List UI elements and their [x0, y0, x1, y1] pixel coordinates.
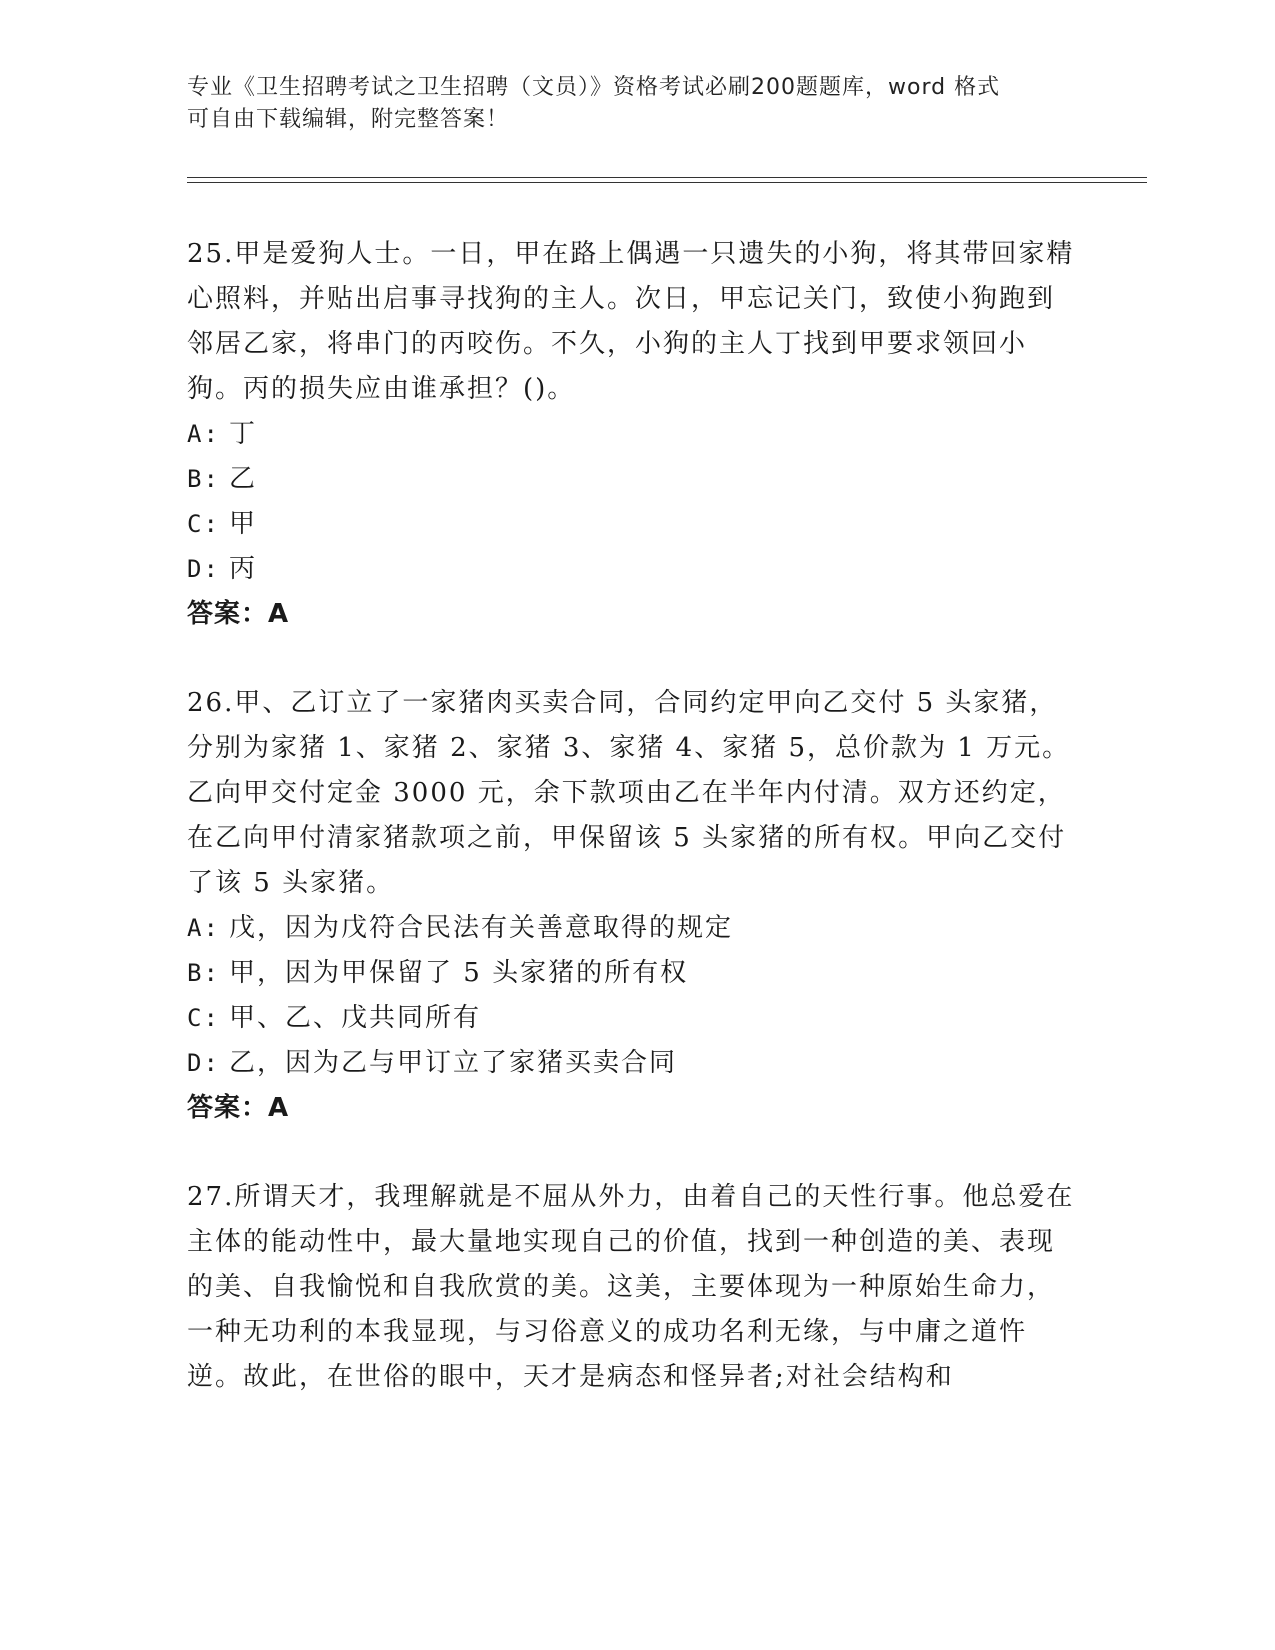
option-text: 戊，因为戊符合民法有关善意取得的规定 [229, 913, 734, 943]
header-line-2: 可自由下载编辑，附完整答案！ [187, 107, 510, 132]
option-d [187, 547, 1077, 592]
option-letter: C: [187, 510, 220, 538]
option-b [187, 457, 1077, 502]
question-stem: 27.所谓天才，我理解就是不屈从外力，由着自己的天性行事。他总爱在主体的能动性中，最大量地实现自己的价值，找到一种创造的美、表现的美、自我愉悦和自我欣赏的美。这美，主要体现为一种原始生命力，一种无功利的本我显现，与习俗意义的成功名利无缘，与中庸之道忤逆。故此，在世俗的眼中，天才是病态和怪异者;对社会结构和 [187, 1182, 1075, 1392]
option-text: 乙 [229, 464, 258, 494]
option-text: 丁 [229, 419, 258, 449]
option-text: 甲、乙、戊共同所有 [229, 1003, 482, 1033]
option-text: 丙 [229, 554, 258, 584]
question-27 [187, 1175, 1077, 1400]
option-d [187, 1041, 1077, 1086]
option-c [187, 502, 1077, 547]
question-list [187, 232, 1077, 1444]
document-header [187, 72, 1087, 136]
header-line-1: 专业《卫生招聘考试之卫生招聘（文员）》资格考试必刷200题题库，word 格式 [187, 75, 1001, 100]
answer-label: 答案：A [187, 1093, 290, 1123]
option-c [187, 996, 1077, 1041]
option-letter: B: [187, 465, 220, 493]
option-letter: D: [187, 555, 220, 583]
option-letter: D: [187, 1049, 220, 1077]
question-stem: 25.甲是爱狗人士。一日，甲在路上偶遇一只遗失的小狗，将其带回家精心照料，并贴出启事寻找狗的主人。次日，甲忘记关门，致使小狗跑到邻居乙家，将串门的丙咬伤。不久，小狗的主人丁找到甲要求领回小狗。丙的损失应由谁承担？()。 [187, 239, 1075, 404]
question-stem: 26.甲、乙订立了一家猪肉买卖合同，合同约定甲向乙交付 5 头家猪，分别为家猪 1、家猪 2、家猪 3、家猪 4、家猪 5，总价款为 1 万元。乙向甲交付定金 3000 元，余下款项由乙在半年内付清。双方还约定，在乙向甲付清家猪款项之前，甲保留该 5 头家猪的所有权。甲向乙交付了该 5 头家猪。 [187, 688, 1071, 898]
option-letter: A: [187, 420, 220, 448]
option-text: 甲 [229, 509, 258, 539]
option-text: 甲，因为甲保留了 5 头家猪的所有权 [229, 958, 689, 988]
answer-label: 答案：A [187, 599, 290, 629]
option-letter: A: [187, 914, 220, 942]
option-letter: C: [187, 1004, 220, 1032]
header-divider [187, 177, 1147, 183]
option-a [187, 412, 1077, 457]
question-25 [187, 232, 1077, 637]
option-a [187, 906, 1077, 951]
option-b [187, 951, 1077, 996]
option-letter: B: [187, 959, 220, 987]
question-26 [187, 681, 1077, 1131]
option-text: 乙，因为乙与甲订立了家猪买卖合同 [229, 1048, 678, 1078]
